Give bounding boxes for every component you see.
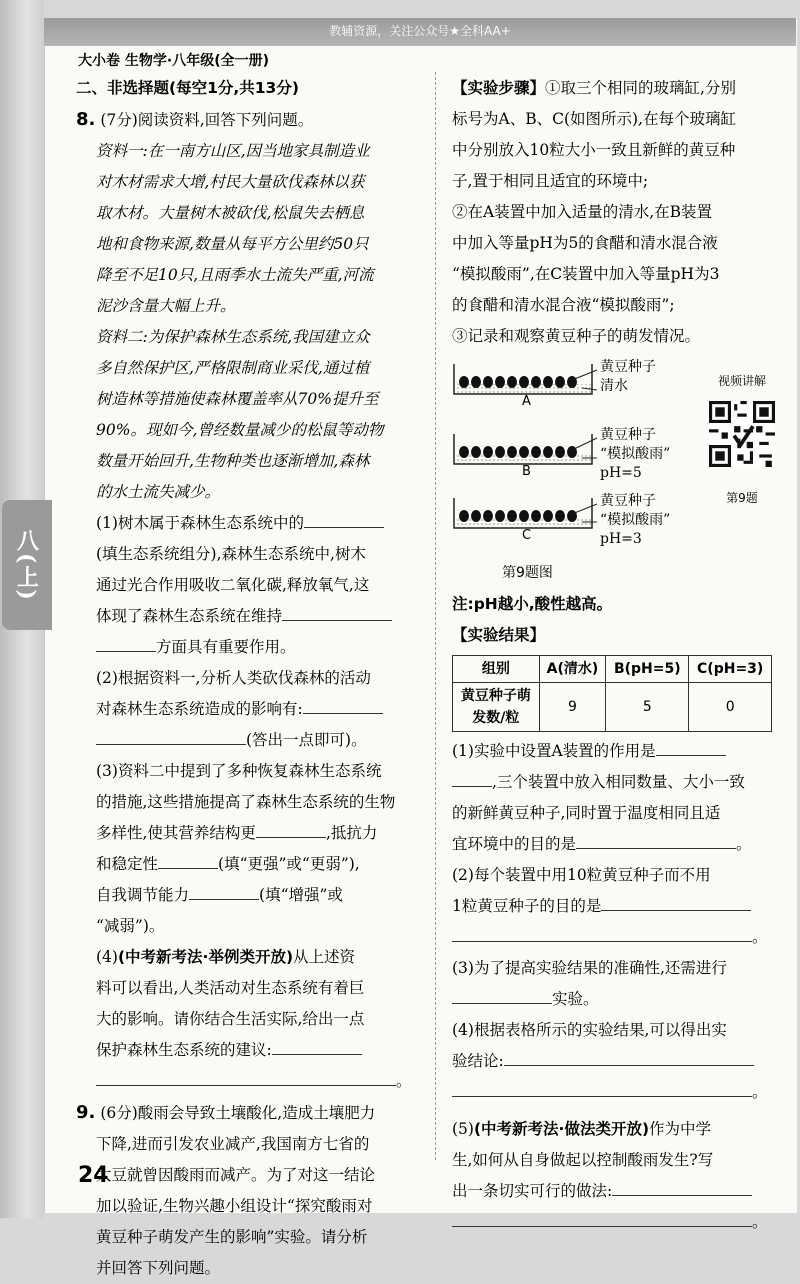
tank-label: 清水 <box>600 378 628 394</box>
q8-1-text: (1)树木属于森林生态系统中的 <box>96 514 304 532</box>
qr-code-icon[interactable] <box>709 401 775 467</box>
steps-line: 中加入等量pH为5的食醋和清水混合液 <box>452 234 718 252</box>
table-header: A(清水) <box>539 656 606 683</box>
answer-blank[interactable] <box>303 695 383 714</box>
q9-4-text: 验结论: <box>452 1052 504 1070</box>
tank-c <box>454 498 597 528</box>
tank-b-labels <box>600 426 670 483</box>
q9-2-text: (2)每个装置中用10粒黄豆种子而不用 <box>452 866 711 884</box>
q8-part-3 <box>76 756 416 942</box>
left-column <box>76 73 416 1284</box>
q9-line: 并回答下列问题。 <box>96 1259 221 1277</box>
q9-part-1 <box>452 736 782 860</box>
results-table <box>452 655 772 732</box>
tank-a <box>454 364 597 394</box>
mat2-line: 的水土流失减少。 <box>96 483 221 501</box>
answer-blank[interactable] <box>656 737 726 756</box>
qr-title: 视频讲解 <box>717 374 766 388</box>
period: 。 <box>752 1083 768 1101</box>
q8-3-text: 和稳定性 <box>96 855 159 873</box>
answer-blank[interactable] <box>452 1078 752 1097</box>
mat2-line: 多自然保护区,严格限制商业采伐,通过植 <box>96 359 370 377</box>
tank-label: 黄豆种子 <box>600 493 656 509</box>
book-label: 大小卷 生物学·八年级(全一册) <box>78 53 269 69</box>
side-tab-label: 八(上) <box>13 528 40 602</box>
q9-1-text: (1)实验中设置A装置的作用是 <box>452 742 656 760</box>
mat2-line: 数量开始回升,生物种类也逐渐增加,森林 <box>96 452 370 470</box>
q8-number: 8. <box>76 109 96 130</box>
q8-4-text: 料可以看出,人类活动对生态系统有着巨 <box>96 979 365 997</box>
results-tag: 【实验结果】 <box>452 626 546 644</box>
q8-3-text: 自我调节能力 <box>96 886 190 904</box>
column-divider <box>435 72 436 1160</box>
question-8 <box>76 104 416 136</box>
q9-line: 黄豆种子萌发产生的影响”实验。请分析 <box>96 1228 368 1246</box>
answer-blank[interactable] <box>601 892 751 911</box>
q8-4-text: 大的影响。请你结合生活实际,给出一点 <box>96 1010 365 1028</box>
tank-c-letter: C <box>522 528 532 543</box>
mat1-line: 取木材。大量树木被砍伐,松鼠失去栖息 <box>96 204 365 222</box>
q8-3-text: ,抵抗力 <box>325 824 378 842</box>
tank-label: 黄豆种子 <box>600 427 656 443</box>
mat1-line: 资料一:在一南方山区,因当地家具制造业 <box>96 142 370 160</box>
steps-line: 标号为A、B、C(如图所示),在每个玻璃缸 <box>452 110 736 128</box>
q9-3-text: 实验。 <box>552 990 599 1008</box>
q9-5-text: (5) <box>452 1120 474 1138</box>
answer-blank[interactable] <box>504 1047 754 1066</box>
table-cell: 9 <box>539 683 606 732</box>
period: 。 <box>752 928 768 946</box>
q8-3-text: “减弱”)。 <box>96 917 165 935</box>
mat1-line: 泥沙含量大幅上升。 <box>96 297 236 315</box>
steps-line: 中分别放入10粒大小一致且新鲜的黄豆种 <box>452 141 736 159</box>
table-row-label <box>453 683 540 732</box>
tank-label: pH=3 <box>600 531 642 547</box>
q8-1-text: 通过光合作用吸收二氧化碳,释放氧气,这 <box>96 576 370 594</box>
q8-3-text: (填“增强”或 <box>259 886 343 904</box>
figure-caption: 第9题图 <box>502 565 553 581</box>
top-banner: 教辅资源，关注公众号★全科AA+ <box>44 18 796 46</box>
steps-line: ②在A装置中加入适量的清水,在B装置 <box>452 203 713 221</box>
tank-a-letter: A <box>522 394 531 409</box>
q8-4-tag: (中考新考法·举例类开放) <box>117 948 294 966</box>
q9-1-text: ,三个装置中放入相同数量、大小一致 <box>492 773 745 791</box>
q8-4-text: (4) <box>96 948 118 966</box>
page-number: 24 <box>78 1163 109 1188</box>
steps-line: 子,置于相同且适宜的环境中; <box>452 172 649 190</box>
mat2-line: 树造林等措施使森林覆盖率从70%提升至 <box>96 390 379 408</box>
q9-4-text: (4)根据表格所示的实验结果,可以得出实 <box>452 1021 727 1039</box>
q9-line: 大豆就曾因酸雨而减产。为了对这一结论 <box>96 1166 376 1184</box>
tank-c-labels <box>600 492 670 549</box>
q8-3-text: 的措施,这些措施提高了森林生态系统的生物 <box>96 793 396 811</box>
answer-blank[interactable] <box>282 602 392 621</box>
answer-blank[interactable] <box>272 1036 362 1055</box>
q8-2-text: (答出一点即可)。 <box>246 731 367 749</box>
mat1-line: 对木材需求大增,村民大量砍伐森林以获 <box>96 173 365 191</box>
answer-blank[interactable] <box>612 1177 752 1196</box>
q9-1-text: 宜环境中的目的是 <box>452 835 577 853</box>
table-header: 组别 <box>453 656 540 683</box>
steps-line: ①取三个相同的玻璃缸,分别 <box>545 79 736 97</box>
q9-2-text: 1粒黄豆种子的目的是 <box>452 897 602 915</box>
answer-blank[interactable] <box>304 509 384 528</box>
q9-line: (6分)酸雨会导致土壤酸化,造成土壤肥力 <box>100 1104 376 1122</box>
answer-blank[interactable] <box>96 633 156 652</box>
steps-line: “模拟酸雨”,在C装置中加入等量pH为3 <box>452 265 720 283</box>
mat1-line: 地和食物来源,数量从每平方公里约50只 <box>96 235 369 253</box>
note: 注:pH越小,酸性越高。 <box>452 595 613 613</box>
answer-blank[interactable] <box>96 1067 396 1086</box>
q9-number: 9. <box>76 1102 96 1123</box>
period: 。 <box>736 835 752 853</box>
q8-intro: (7分)阅读资料,回答下列问题。 <box>100 111 314 129</box>
q9-part-2 <box>452 860 782 953</box>
row-label-line: 发数/粒 <box>472 710 520 726</box>
q8-2-text: 对森林生态系统造成的影响有: <box>96 700 303 718</box>
answer-blank[interactable] <box>452 985 552 1004</box>
answer-blank[interactable] <box>256 819 326 838</box>
q8-4-text: 保护森林生态系统的建议: <box>96 1041 272 1059</box>
q8-1-text: (填生态系统组分),森林生态系统中,树木 <box>96 545 366 563</box>
q8-1-text: 方面具有重要作用。 <box>156 638 296 656</box>
tank-b <box>454 434 597 464</box>
row-label-line: 黄豆种子萌 <box>460 688 531 704</box>
tank-a-labels <box>600 358 656 396</box>
table-row <box>453 683 772 732</box>
q8-1-text: 体现了森林生态系统在维持 <box>96 607 283 625</box>
answer-blank[interactable] <box>158 850 218 869</box>
section-title: 二、非选择题(每空1分,共13分) <box>76 79 299 97</box>
q8-part-2 <box>76 663 416 756</box>
table-cell: 5 <box>606 683 689 732</box>
steps-tag: 【实验步骤】 <box>452 79 546 97</box>
q8-part-4 <box>76 942 416 1097</box>
right-column <box>452 73 782 1238</box>
experiment-figure <box>452 358 782 558</box>
tank-label: 黄豆种子 <box>600 359 656 375</box>
table-header: C(pH=3) <box>689 656 772 683</box>
q9-1-text: 的新鲜黄豆种子,同时置于温度相同且适 <box>452 804 721 822</box>
q9-5-text: 出一条切实可行的做法: <box>452 1182 613 1200</box>
period: 。 <box>752 1213 768 1231</box>
table-cell: 0 <box>689 683 772 732</box>
table-header: B(pH=5) <box>606 656 689 683</box>
answer-blank[interactable] <box>452 768 492 787</box>
answer-blank[interactable] <box>576 830 736 849</box>
tank-label: pH=5 <box>600 465 642 481</box>
mat1-line: 降至不足10只,且雨季水土流失严重,河流 <box>96 266 374 284</box>
q9-3-text: (3)为了提高实验结果的准确性,还需进行 <box>452 959 727 977</box>
answer-blank[interactable] <box>189 881 259 900</box>
q8-3-text: 多样性,使其营养结构更 <box>96 824 256 842</box>
material-2 <box>76 322 416 508</box>
mat2-line: 资料二:为保护森林生态系统,我国建立众 <box>96 328 370 346</box>
q9-5-text: 生,如何从自身做起以控制酸雨发生?写 <box>452 1151 714 1169</box>
period: 。 <box>396 1072 412 1090</box>
answer-blank[interactable] <box>96 726 246 745</box>
mat2-line: 90%。现如今,曾经数量减少的松鼠等动物 <box>96 421 384 439</box>
tank-label: “模拟酸雨” <box>600 446 671 462</box>
side-tab <box>2 500 52 630</box>
q9-part-4 <box>452 1015 782 1108</box>
material-1 <box>76 136 416 322</box>
tank-b-letter: B <box>522 464 531 479</box>
q8-3-text: (3)资料二中提到了多种恢复森林生态系统 <box>96 762 382 780</box>
q9-part-3 <box>452 953 782 1015</box>
answer-blank[interactable] <box>452 923 752 942</box>
q8-3-text: (填“更强”或“更弱”), <box>218 855 360 873</box>
steps-line: 的食醋和清水混合液“模拟酸雨”; <box>452 296 675 314</box>
q9-line: 下降,进而引发农业减产,我国南方七省的 <box>96 1135 370 1153</box>
q8-4-text: 从上述资 <box>293 948 356 966</box>
q9-part-5 <box>452 1114 782 1238</box>
qr-caption: 第9题 <box>726 491 758 505</box>
steps-line: ③记录和观察黄豆种子的萌发情况。 <box>452 327 701 345</box>
q8-2-text: (2)根据资料一,分析人类砍伐森林的活动 <box>96 669 371 687</box>
question-9 <box>76 1097 416 1284</box>
q9-line: 加以验证,生物兴趣小组设计“探究酸雨对 <box>96 1197 373 1215</box>
table-header-row <box>453 656 772 683</box>
q8-part-1 <box>76 508 416 663</box>
qr-block <box>702 366 782 514</box>
tank-label: “模拟酸雨” <box>600 512 671 528</box>
q9-5-tag: (中考新考法·做法类开放) <box>473 1120 650 1138</box>
q9-5-text: 作为中学 <box>649 1120 712 1138</box>
